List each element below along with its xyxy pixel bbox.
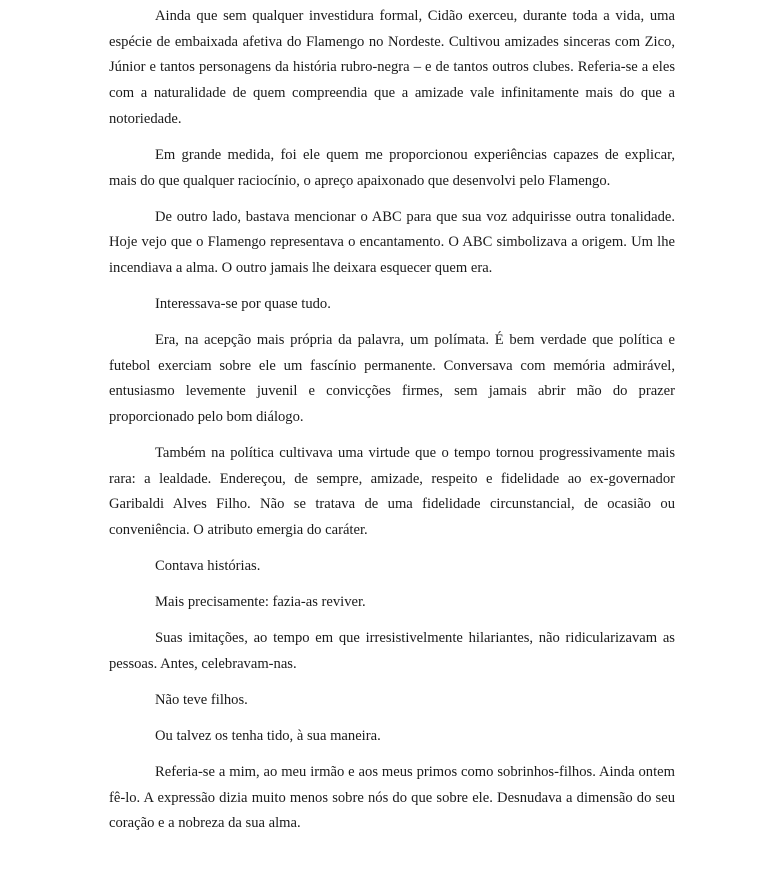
paragraph-5: Era, na acepção mais própria da palavra, um polímata. É bem verdade que política e futebol exerciam sobre ele um fascínio permanente. Conversava com memória admirável, entusiasmo levemente juvenil e convicções firmes, sem jamais abrir mão do prazer proporcionado pelo bom diálogo. (109, 331, 675, 426)
paragraph-7: Contava histórias. (155, 558, 261, 575)
document-body (109, 4, 675, 847)
paragraph-10: Não teve filhos. (155, 691, 248, 708)
paragraph-2: Em grande medida, foi ele quem me proporcionou experiências capazes de explicar, mais do que qualquer raciocínio, o apreço apaixonado que desenvolvi pelo Flamengo. (109, 146, 675, 189)
paragraph-8: Mais precisamente: fazia-as reviver. (155, 594, 366, 611)
paragraph-1: Ainda que sem qualquer investidura formal, Cidão exerceu, durante toda a vida, uma espécie de embaixada afetiva do Flamengo no Nordeste. Cultivou amizades sinceras com Zico, Júnior e tantos personagens da história rubro-negra – e de tantos outros clubes. Referia-se a eles com a naturalidade de quem compreendia que a amizade vale infinitamente mais do que a notoriedade. (109, 8, 675, 127)
paragraph-9: Suas imitações, ao tempo em que irresistivelmente hilariantes, não ridicularizavam as pessoas. Antes, celebravam-nas. (109, 630, 675, 672)
paragraph-11: Ou talvez os tenha tido, à sua maneira. (155, 727, 381, 744)
paragraph-6: Também na política cultivava uma virtude que o tempo tornou progressivamente mais rara: a lealdade. Endereçou, de sempre, amizade, respeito e fidelidade ao ex-governador Garibaldi Alves Filho. Não se tratava de uma fidelidade circunstancial, de ocasião ou conveniência. O atributo emergia do caráter. (109, 445, 675, 539)
paragraph-3: De outro lado, bastava mencionar o ABC para que sua voz adquirisse outra tonalidade. Hoje vejo que o Flamengo representava o encantamento. O ABC simbolizava a origem. Um lhe incendiava a alma. O outro jamais lhe deixara esquecer quem era. (109, 208, 675, 276)
paragraph-12: Referia-se a mim, ao meu irmão e aos meus primos como sobrinhos-filhos. Ainda ontem fê-lo. A expressão dizia muito menos sobre nós do que sobre ele. Desnudava a dimensão do seu coração e a nobreza da sua alma. (109, 763, 675, 832)
paragraph-4: Interessava-se por quase tudo. (155, 295, 331, 312)
